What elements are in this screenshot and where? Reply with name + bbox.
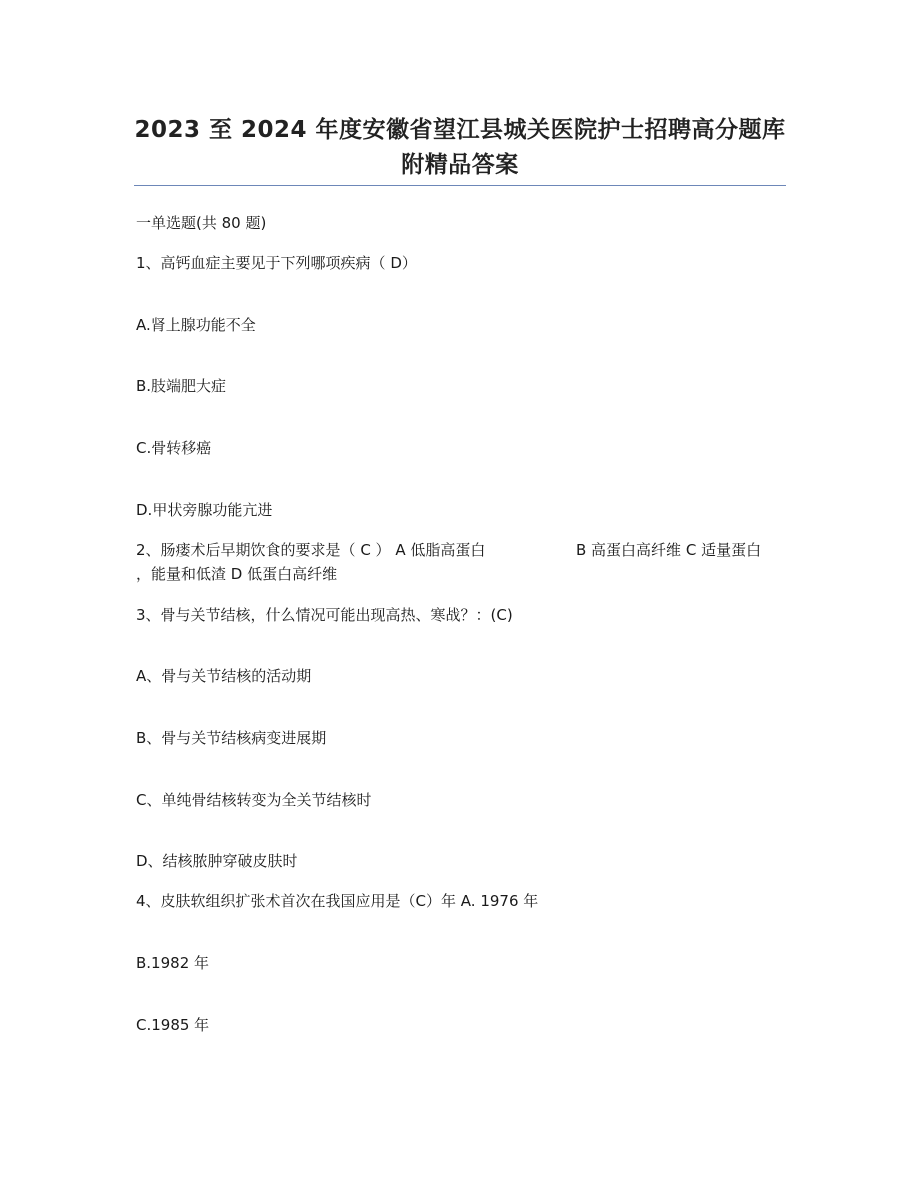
question-2-part-b: B 高蛋白高纤维 C 适量蛋白 [576,541,762,559]
option-4b: B.1982 年 [136,954,210,972]
question-2-continued: ，能量和低渣 D 低蛋白高纤维 [136,565,338,583]
question-2-part-a: 2、肠瘘术后早期饮食的要求是（ C ） A 低脂高蛋白 [136,541,486,559]
option-1c: C.骨转移癌 [136,439,212,457]
question-3: 3、骨与关节结核，什么情况可能出现高热、寒战？：(C) [136,606,513,624]
document-title-line1: 2023 至 2024 年度安徽省望江县城关医院护士招聘高分题库 [134,117,786,143]
option-3b: B、骨与关节结核病变进展期 [136,729,327,747]
option-4c: C.1985 年 [136,1016,210,1034]
option-3a: A、骨与关节结核的活动期 [136,667,312,685]
option-3d: D、结核脓肿穿破皮肤时 [136,852,298,870]
document-title-line2: 附精品答案 [401,152,519,178]
option-1a: A.肾上腺功能不全 [136,316,256,334]
option-1d: D.甲状旁腺功能亢进 [136,501,273,519]
title-divider [134,185,786,186]
section-heading: 一单选题(共 80 题) [136,214,267,232]
question-1: 1、高钙血症主要见于下列哪项疾病（ D） [136,254,417,272]
option-1b: B.肢端肥大症 [136,377,227,395]
option-3c: C、单纯骨结核转变为全关节结核时 [136,791,372,809]
question-4: 4、皮肤软组织扩张术首次在我国应用是（C）年 A. 1976 年 [136,892,539,910]
